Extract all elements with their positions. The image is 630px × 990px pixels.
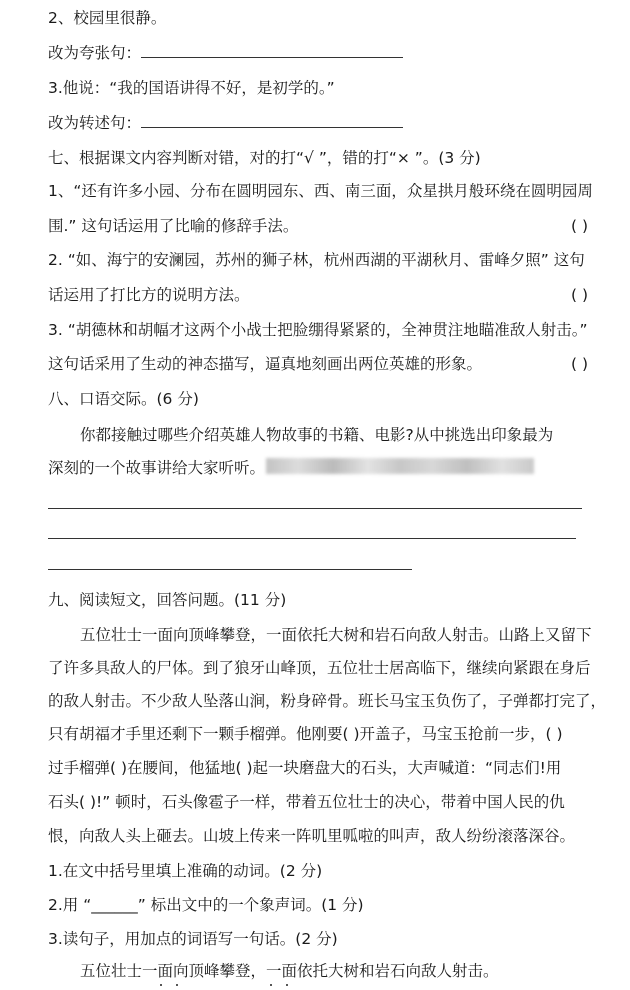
answer-line <box>48 508 582 509</box>
answer-parenthesis: ( ) <box>570 286 588 304</box>
passage-line: 只有胡福才手里还剩下一颗手榴弹。他刚要( )开盖子，马宝玉抢前一步，( ) <box>48 725 563 743</box>
section-heading: 九、阅读短文，回答问题。(11 分) <box>48 591 287 609</box>
passage-line: 五位壮士一面向顶峰攀登，一面依托大树和岩石向敌人射击。山路上又留下 <box>80 626 592 644</box>
question-line: 3.读句子，用加点的词语写一句话。(2 分) <box>48 930 338 948</box>
redacted-watermark <box>266 458 534 474</box>
text-line: 话运用了打比方的说明方法。 <box>48 286 250 304</box>
emphasis-dot <box>270 984 272 986</box>
emphasis-dot <box>160 984 162 986</box>
answer-line <box>48 538 576 539</box>
passage-line: 过手榴弹( )在腰间，他猛地( )起一块磨盘大的石头，大声喊道：“同志们!用 <box>48 759 562 777</box>
text-line: 3.他说：“我的国语讲得不好，是初学的。” <box>48 79 335 97</box>
text-line: 1、“还有许多小园、分布在圆明园东、西、南三面，众星拱月般环绕在圆明园周 <box>48 182 593 200</box>
text-line: 这句话采用了生动的神态描写，逼真地刻画出两位英雄的形象。 <box>48 355 483 373</box>
text-line: 2、校园里很静。 <box>48 9 167 27</box>
answer-parenthesis: ( ) <box>570 355 588 373</box>
text-line: 2. “如、海宁的安澜园，苏州的狮子林，杭州西湖的平湖秋月、雷峰夕照” 这句 <box>48 251 585 269</box>
answer-line <box>48 569 412 570</box>
passage-line: 石头( )!” 顿时，石头像雹子一样，带着五位壮士的决心，带着中国人民的仇 <box>48 793 565 811</box>
text-line: 围.” 这句话运用了比喻的修辞手法。 <box>48 217 299 235</box>
passage-line: 的敌人射击。不少敌人坠落山涧，粉身碎骨。班长马宝玉负伤了，子弹都打完了， <box>48 692 607 710</box>
emphasis-dot <box>176 984 178 986</box>
text-line: 改为夸张句： <box>48 43 403 63</box>
example-sentence: 五位壮士一面向顶峰攀登，一面依托大树和岩石向敌人射击。 <box>80 962 499 980</box>
text-line: 你都接触过哪些介绍英雄人物故事的书籍、电影?从中挑选出印象最为 <box>80 426 554 444</box>
answer-parenthesis: ( ) <box>570 217 588 235</box>
text-line: 改为转述句： <box>48 113 403 133</box>
text-line: 深刻的一个故事讲给大家听听。 <box>48 459 266 477</box>
question-line: 1.在文中括号里填上准确的动词。(2 分) <box>48 862 323 880</box>
passage-line: 恨，向敌人头上砸去。山坡上传来一阵叽里呱啦的叫声，敌人纷纷滚落深谷。 <box>48 827 576 845</box>
passage-line: 了许多具敌人的尸体。到了狼牙山峰顶，五位壮士居高临下，继续向紧跟在身后 <box>48 659 591 677</box>
section-heading: 七、根据课文内容判断对错，对的打“√ ”，错的打“× ”。(3 分) <box>48 149 481 167</box>
emphasis-dot <box>286 984 288 986</box>
question-line: 2.用 “______” 标出文中的一个象声词。(1 分) <box>48 896 364 914</box>
section-heading: 八、口语交际。(6 分) <box>48 390 199 408</box>
text-line: 3. “胡德林和胡幅才这两个小战士把脸绷得紧紧的，全神贯注地瞄准敌人射击。” <box>48 321 588 339</box>
